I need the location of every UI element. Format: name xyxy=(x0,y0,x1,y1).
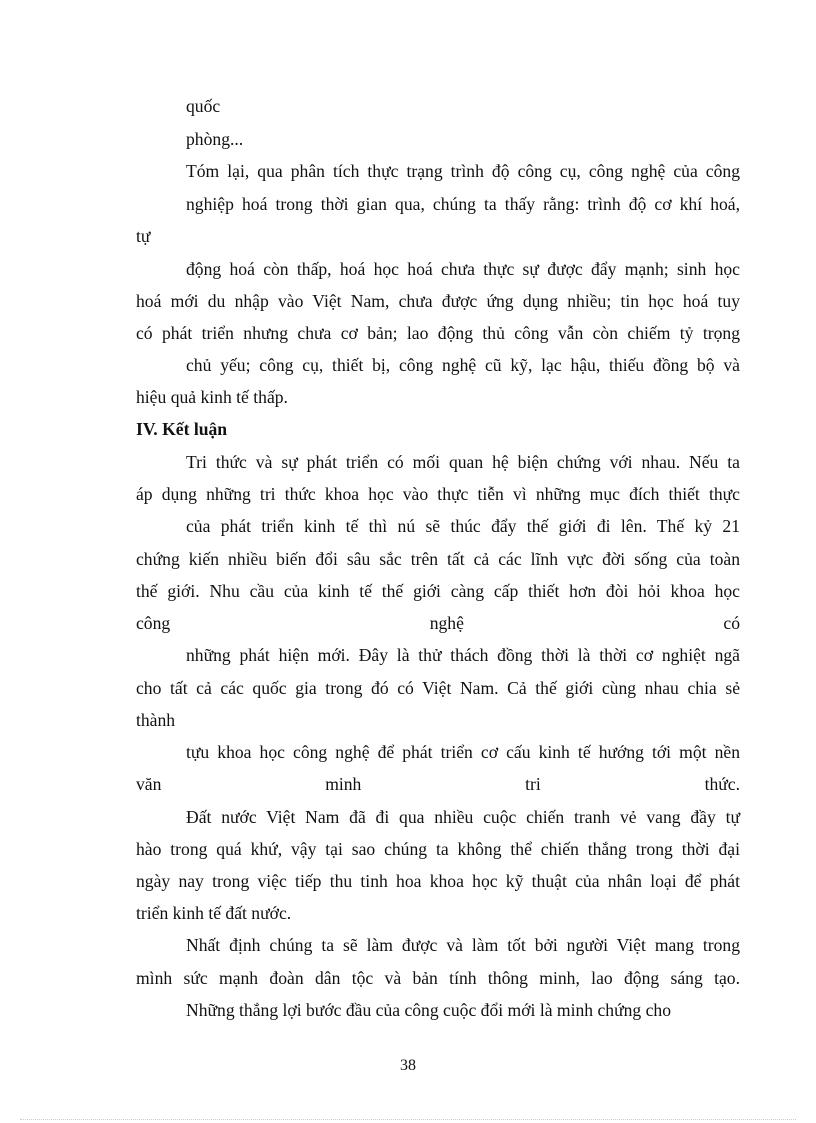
page-bottom-divider xyxy=(20,1119,796,1120)
text-line: tự xyxy=(136,226,151,246)
section-heading: IV. Kết luận xyxy=(136,419,228,439)
text-line: áp dụng những tri thức khoa học vào thực tiễn vì những mục đích thiết thực xyxy=(136,484,740,504)
text-line: mình sức mạnh đoàn dân tộc và bản tính thông minh, lao động sáng tạo. xyxy=(136,968,740,988)
text-line: triển kinh tế đất nước. xyxy=(136,903,292,923)
text-line: phòng... xyxy=(186,129,244,149)
text-line: cho tất cả các quốc gia trong đó có Việt Nam. Cả thế giới cùng nhau chia sẻ xyxy=(136,678,740,698)
text-line: hiệu quả kinh tế thấp. xyxy=(136,387,288,407)
text-line: tựu khoa học công nghệ để phát triển cơ cấu kinh tế hướng tới một nền xyxy=(186,742,740,762)
text-line: những phát hiện mới. Đây là thử thách đồng thời là thời cơ nghiệt ngã xyxy=(186,645,740,665)
text-line: hoá mới du nhập vào Việt Nam, chưa được ứng dụng nhiều; tin học hoá tuy xyxy=(136,291,740,311)
text-line: Nhất định chúng ta sẽ làm được và làm tốt bởi người Việt mang trong xyxy=(186,935,740,955)
text-line: công nghệ có xyxy=(136,613,740,633)
text-line: thành xyxy=(136,710,176,730)
text-line: hào trong quá khứ, vậy tại sao chúng ta không thể chiến thắng trong thời đại xyxy=(136,839,740,859)
text-line: Đất nước Việt Nam đã đi qua nhiều cuộc chiến tranh vẻ vang đầy tự xyxy=(186,807,740,827)
page-number: 38 xyxy=(400,1057,416,1074)
text-line: động hoá còn thấp, hoá học hoá chưa thực sự được đẩy mạnh; sinh học xyxy=(186,259,740,279)
text-line: nghiệp hoá trong thời gian qua, chúng ta thấy rằng: trình độ cơ khí hoá, xyxy=(186,194,740,214)
text-line: chứng kiến nhiều biến đổi sâu sắc trên tất cả các lĩnh vực đời sống của toàn xyxy=(136,549,740,569)
text-line: có phát triển nhưng chưa cơ bản; lao động thủ công vẫn còn chiếm tỷ trọng xyxy=(136,323,740,343)
text-line: ngày nay trong việc tiếp thu tinh hoa khoa học kỹ thuật của nhân loại để phát xyxy=(136,871,740,891)
text-line: quốc xyxy=(186,96,221,116)
text-line: văn minh tri thức. xyxy=(136,774,740,794)
text-line: Những thắng lợi bước đầu của công cuộc đổi mới là minh chứng cho xyxy=(186,1000,672,1020)
text-line: thế giới. Nhu cầu của kinh tế thế giới càng cấp thiết hơn đòi hỏi khoa học xyxy=(136,581,740,601)
text-line: của phát triển kinh tế thì nú sẽ thúc đẩy thế giới đi lên. Thế kỷ 21 xyxy=(186,516,740,536)
text-line: Tóm lại, qua phân tích thực trạng trình độ công cụ, công nghệ của công xyxy=(186,161,740,181)
text-line: Tri thức và sự phát triển có mối quan hệ biện chứng với nhau. Nếu ta xyxy=(186,452,740,472)
text-line: chủ yếu; công cụ, thiết bị, công nghệ cũ kỹ, lạc hậu, thiếu đồng bộ và xyxy=(186,355,740,375)
